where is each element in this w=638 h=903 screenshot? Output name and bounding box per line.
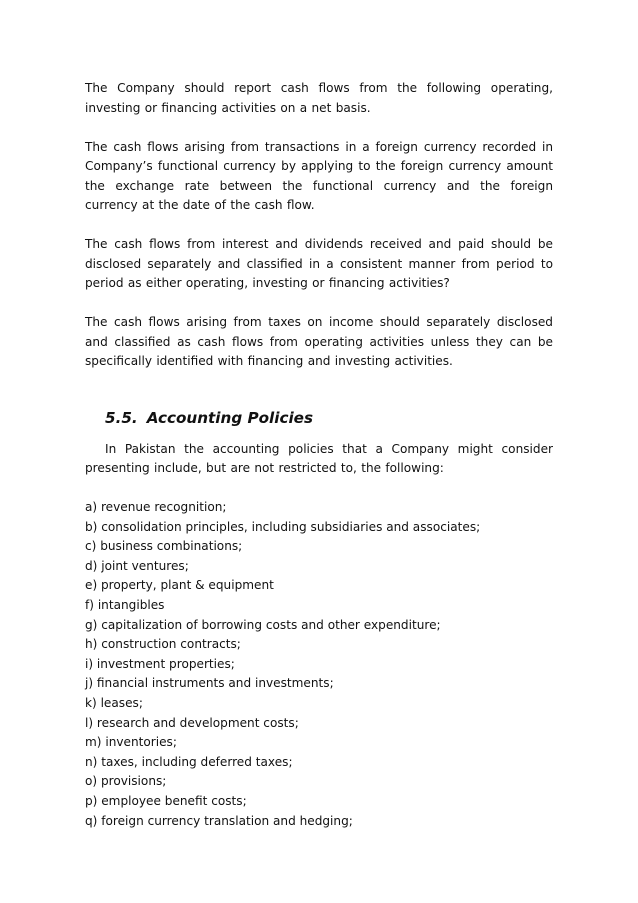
paragraph-taxes-on-income: The cash flows arising from taxes on income should separately disclosed and classified as cash flows from operating activities unless they can be specifically identified with financing and investing activities. <box>85 315 553 368</box>
list-item: q) foreign currency translation and hedging; <box>85 813 353 828</box>
paragraph-foreign-currency: The cash flows arising from transactions in a foreign currency recorded in Company’s functional currency by applying to the foreign currency amount the exchange rate between the functional currency and the foreign currency at the date of the cash flow. <box>85 139 553 212</box>
list-item: l) research and development costs; <box>85 715 299 730</box>
list-item: f) intangibles <box>85 597 165 612</box>
section-title: Accounting Policies <box>146 408 314 427</box>
list-item: c) business combinations; <box>85 539 243 554</box>
list-item: j) financial instruments and investments; <box>85 676 334 691</box>
list-item: d) joint ventures; <box>85 558 189 573</box>
section-intro: In Pakistan the accounting policies that a Company might consider presenting include, but are not restricted to, the following: <box>85 441 553 475</box>
list-item: i) investment properties; <box>85 656 235 671</box>
list-item: n) taxes, including deferred taxes; <box>85 754 293 769</box>
paragraph-net-basis: The Company should report cash flows from the following operating, investing or financing activities on a net basis. <box>85 81 553 115</box>
list-item: m) inventories; <box>85 735 177 750</box>
list-item: o) provisions; <box>85 774 167 789</box>
list-item: p) employee benefit costs; <box>85 793 247 808</box>
section-number: 5.5. <box>105 408 138 427</box>
list-item: k) leases; <box>85 695 143 710</box>
list-item: h) construction contracts; <box>85 637 241 652</box>
policy-list <box>85 498 553 831</box>
page-content <box>85 79 553 831</box>
list-item: a) revenue recognition; <box>85 500 227 514</box>
list-item: g) capitalization of borrowing costs and other expenditure; <box>85 617 441 632</box>
section-heading <box>105 408 553 428</box>
paragraph-interest-dividends: The cash flows from interest and dividends received and paid should be disclosed separately and classified in a consistent manner from period to period as either operating, investing or financing activities? <box>85 237 553 290</box>
list-item: e) property, plant & equipment <box>85 578 274 593</box>
list-item: b) consolidation principles, including subsidiaries and associates; <box>85 519 481 534</box>
